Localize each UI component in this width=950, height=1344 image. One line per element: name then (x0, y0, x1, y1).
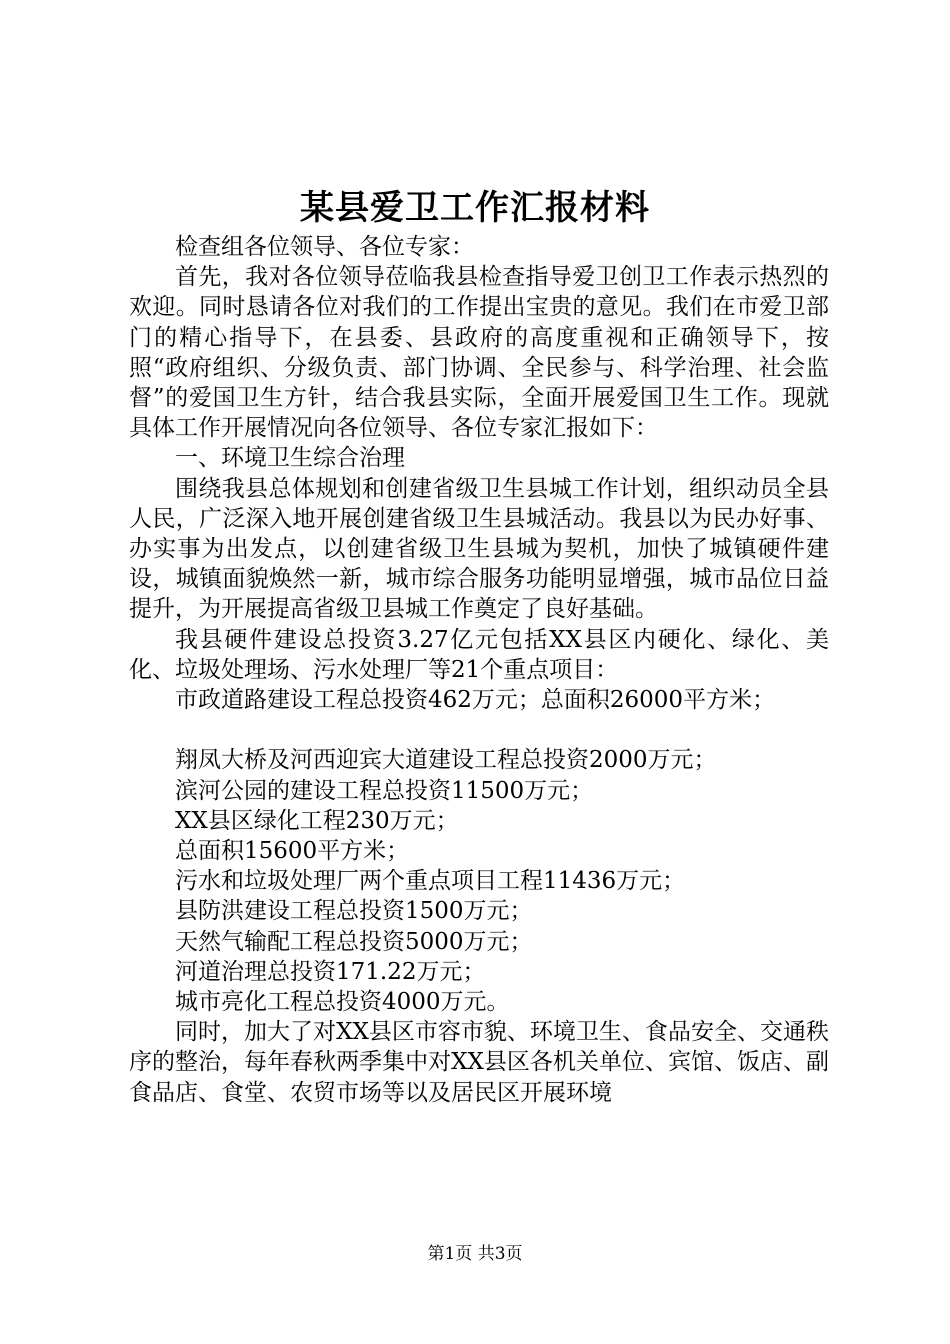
paragraph-investment: 我县硬件建设总投资3.27亿元包括XX县区内硬化、绿化、美化、垃圾处理场、污水处理厂等21个重点项目： (129, 626, 829, 683)
list-item: XX县区绿化工程230万元； (175, 807, 459, 834)
paragraph-road-project: 市政道路建设工程总投资462万元；总面积26000平方米； (175, 687, 776, 714)
paragraph-intro: 首先，我对各位领导莅临我县检查指导爱卫创卫工作表示热烈的欢迎。同时恳请各位对我们的工作提出宝贵的意见。我们在市爱卫部门的精心指导下，在县委、县政府的高度重视和正确领导下，按照“政府组织、分级负责、部门协调、全民参与、科学治理、社会监督”的爱国卫生方针，结合我县实际，全面开展爱国卫生工作。现就具体工作开展情况向各位领导、各位专家汇报如下： (129, 264, 829, 442)
list-item: 河道治理总投资171.22万元； (175, 958, 486, 985)
list-item: 县防洪建设工程总投资1500万元； (175, 898, 533, 925)
document-title: 某县爱卫工作汇报材料 (300, 188, 650, 228)
section-heading-environment: 一、环境卫生综合治理 (175, 445, 405, 472)
paragraph-planning: 围绕我县总体规划和创建省级卫生县城工作计划，组织动员全县人民，广泛深入地开展创建省级卫生县城活动。我县以为民办好事、办实事为出发点，以创建省级卫生县城为契机，加快了城镇硬件建设，城镇面貌焕然一新，城市综合服务功能明显增强，城市品位日益提升，为开展提高省级卫县城工作奠定了良好基础。 (129, 475, 829, 623)
paragraph-rectification: 同时，加大了对XX县区市容市貌、环境卫生、食品安全、交通秩序的整治，每年春秋两季集中对XX县区各机关单位、宾馆、饭店、副食品店、食堂、农贸市场等以及居民区开展环境 (129, 1019, 829, 1106)
document-body (129, 232, 829, 1108)
list-item: 污水和垃圾处理厂两个重点项目工程11436万元； (175, 868, 686, 895)
list-item: 城市亮化工程总投资4000万元。 (175, 989, 510, 1016)
page-number: 第1页 共3页 (427, 1244, 523, 1264)
list-item: 总面积15600平方米； (175, 838, 410, 865)
list-item: 天然气输配工程总投资5000万元； (175, 928, 533, 955)
list-item: 翔凤大桥及河西迎宾大道建设工程总投资2000万元； (175, 747, 717, 774)
salutation: 检查组各位领导、各位专家： (175, 234, 474, 260)
list-item: 滨河公园的建设工程总投资11500万元； (175, 777, 594, 804)
blank-line (129, 715, 829, 745)
